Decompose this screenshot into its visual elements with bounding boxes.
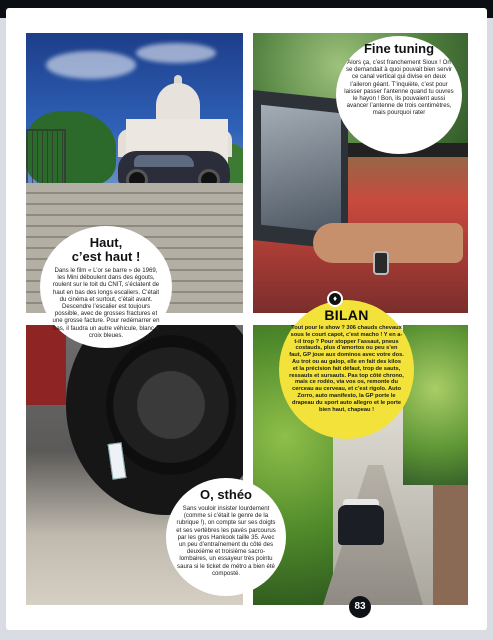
trophy-icon: ♦: [327, 291, 343, 307]
bilan-title: BILAN: [324, 307, 369, 323]
bubble-haut-title-1: Haut,: [89, 235, 123, 250]
bilan-text: Tout pour le show ? 306 chauds chevaux sous le court capot, c’est macho ! Y en a-t-il trop ? Pour stopper l’assaut, pneus costauds, plus d’amortos ou peu s’en faut, GP joue aux dominos avec votre dos. Au trot ou au galop, elle en fait des kilos et la précision fait défaut, trop de sauts, ressauts et sursauts. Pas top côté chrono, mais ce rodéo, via vos os, remonte du cerceau au cerveau, et c’est rigolo. Auto Zorro, auto manifesto, la GP porte le drapeau du sport auto allegro et le porte bien haut, chapeau !: [289, 325, 404, 413]
bubble-fine-tuning-title: Fine tuning: [363, 41, 435, 56]
bubble-haut-text: Dans le film « L’or se barre » de 1969, les Mini déboulent dans des égouts, roulent sur le toit du CNIT, s’éclatent de haut en bas des longs escaliers. C’était du cinéma et surtout, c’était avant. Descendre l’escalier est toujours possible, avec de grosses fractures et une grosse facture. Pour redémarrer en bas, il faudra un autre véhicule, blanc à croix bleues.: [52, 267, 160, 339]
bubble-haut-title-2: c’est haut !: [71, 249, 141, 264]
bubble-sheo-title: O, sthéo: [199, 487, 252, 502]
bubble-fine-tuning-text: Alors ça, c’est franchement Sioux ! On se demandait à quoi pouvait bien servir ce canal vertical qui divise en deux l’aileron géant. T’inquiète, c’est pour laisser passer l’antenne quand tu ouvres le hayon ! Bon, ils pouvaient aussi avancer l’antenne de trois centimètres, mais pourquoi rater: [344, 59, 454, 117]
bubble-haut: [40, 226, 172, 348]
page-number: 83: [349, 596, 371, 618]
bilan-bubble: [279, 300, 414, 439]
bubble-sheo: [166, 478, 286, 596]
bubble-sheo-text: Sans vouloir insister lourdement (comme si c’était le genre de la rubrique !), on compte sur ses doigts et ses vertèbres les pavés parcourus par les gros Hankook taille 35. Avec un peu d’entraînement du côté des deuxième et troisième sacro-lombaires, un essayeur très pointu saura si le ticket de métro a bien été composté.: [176, 505, 276, 577]
bubble-fine-tuning: [336, 36, 462, 154]
